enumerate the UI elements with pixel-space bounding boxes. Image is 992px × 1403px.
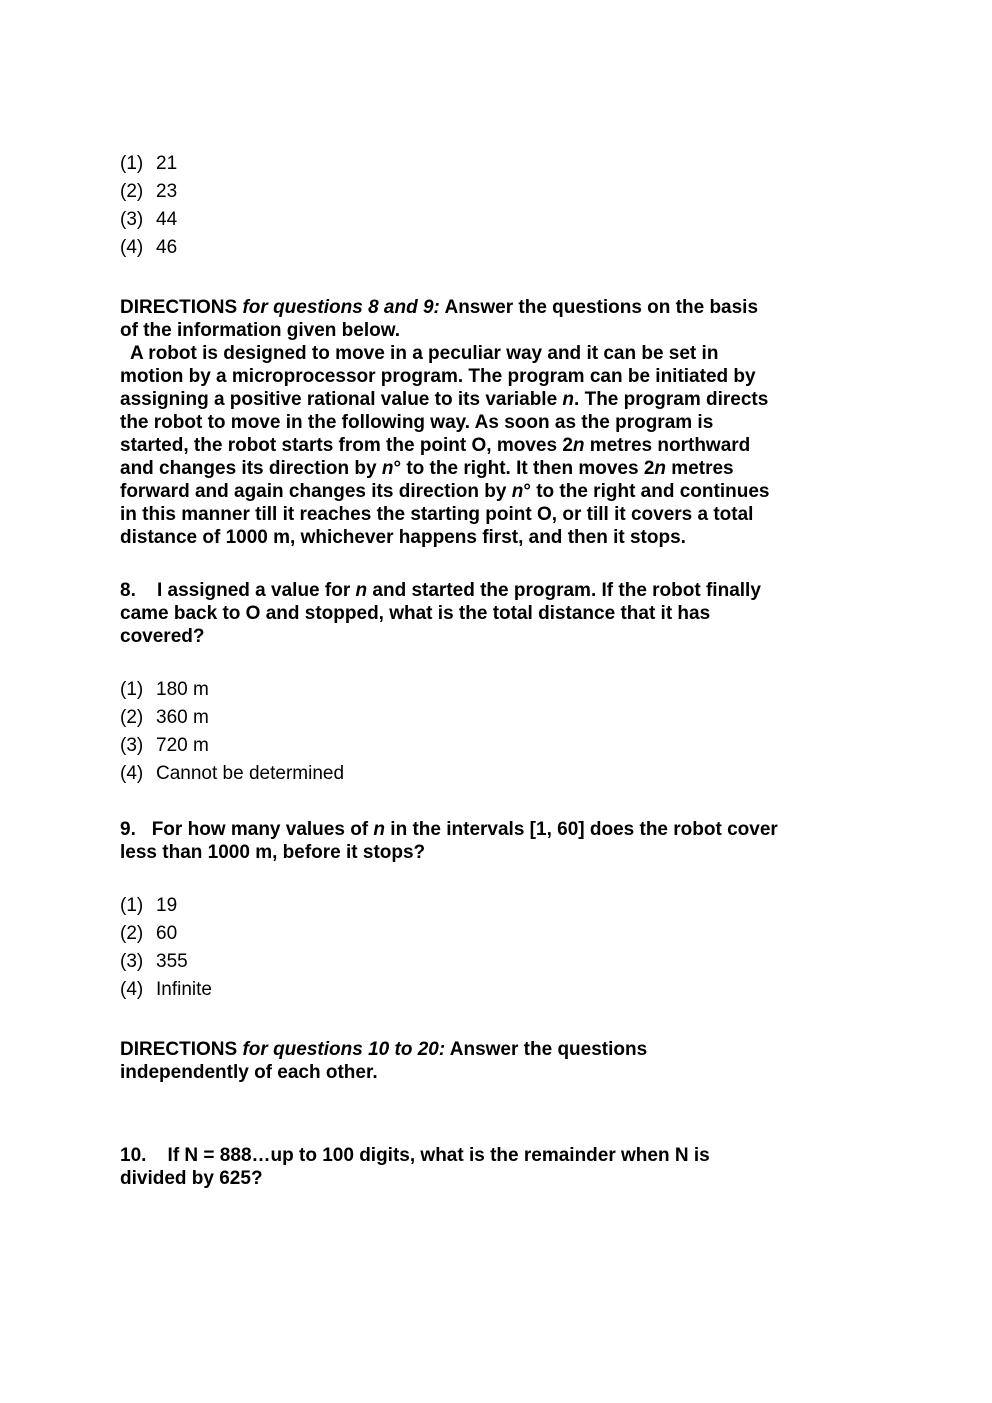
robot-passage: A robot is designed to move in a peculiar way and it can be set in motion by a microprocessor program. The program can be initiated by assigning a positive rational value to its variable n. The program directs the robot to move in the following way. As soon as the program is started, the robot starts from the point O, moves 2n metres northward and changes its direction by n° to the right. It then moves 2n metres forward and again changes its direction by n° to the right and continues in this manner till it reaches the starting point O, or till it covers a total distance of 1000 m, whichever happens first, and then it stops. (120, 343, 770, 548)
q8-option-3: (3) 720 m (120, 735, 209, 756)
q7-options (120, 150, 780, 262)
q9-option-3: (3) 355 (120, 951, 188, 972)
question-9: 9. For how many values of n in the intervals [1, 60] does the robot cover less than 1000 m, before it stops? (120, 819, 778, 863)
q9-options (120, 892, 780, 1004)
q9-option-1: (1) 19 (120, 895, 178, 916)
q7-option-3: (3) 44 (120, 209, 178, 230)
question-8: 8. I assigned a value for n and started the program. If the robot finally came back to O and stopped, what is the total distance that it has covered? (120, 580, 761, 647)
q8-option-1: (1) 180 m (120, 679, 209, 700)
q7-option-4: (4) 46 (120, 237, 178, 258)
q8-options (120, 676, 780, 788)
question-10: 10. If N = 888…up to 100 digits, what is the remainder when N is divided by 625? (120, 1145, 710, 1189)
q9-option-2: (2) 60 (120, 923, 178, 944)
directions-8-9: DIRECTIONS for questions 8 and 9: Answer the questions on the basis of the information given below. (120, 297, 759, 341)
q8-option-4: (4) Cannot be determined (120, 763, 345, 784)
directions-10-20: DIRECTIONS for questions 10 to 20: Answer the questions independently of each other. (120, 1039, 648, 1083)
q8-option-2: (2) 360 m (120, 707, 209, 728)
q9-option-4: (4) Infinite (120, 979, 212, 1000)
q7-option-1: (1) 21 (120, 153, 178, 174)
document-page (120, 150, 780, 1190)
q7-option-2: (2) 23 (120, 181, 178, 202)
